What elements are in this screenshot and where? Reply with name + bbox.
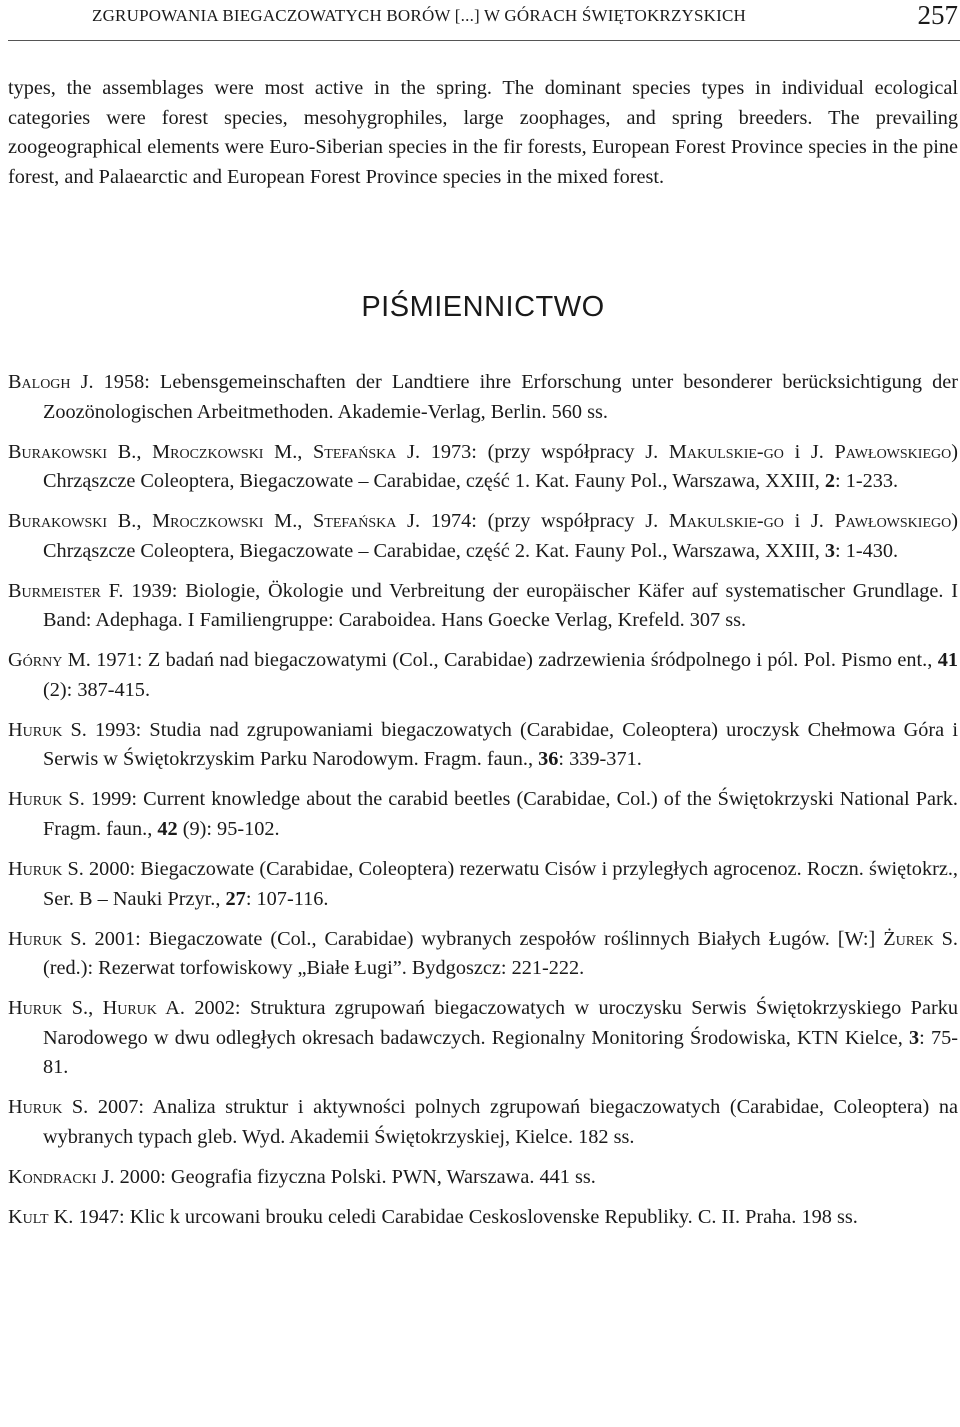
running-head: ZGRUPOWANIA BIEGACZOWATYCH BORÓW [...] W GÓRACH ŚWIĘTOKRZYSKICH bbox=[92, 6, 747, 25]
reference-text: : 1-430. bbox=[835, 539, 899, 562]
reference-text: i J. bbox=[783, 510, 835, 533]
reference-coauthor: Żurek bbox=[883, 927, 934, 950]
reference-volume: 41 bbox=[937, 649, 958, 672]
reference-text: 2001: Biegaczowate (Col., Carabidae) wybranych zespołów roślinnych Białych Ługów. [W:] bbox=[86, 927, 884, 950]
reference-text: 1971: Z badań nad biegaczowatymi (Col., Carabidae) zadrzewienia śródpolnego i pól. Pol. Pismo ent., bbox=[90, 649, 938, 672]
reference-text: ) Chrząszcze Coleoptera, Biegaczowate – Carabidae, część 2. Kat. Fauny Pol., Warszawa, XXIII, bbox=[43, 510, 958, 562]
reference-text: 1958: Lebensgemeinschaften der Landtiere ihre Erforschung unter besonderer berücksichtigung der Zoozönologischen Arbeitmethoden. Akademie-Verlag, Berlin. 560 ss. bbox=[43, 371, 958, 423]
reference-item bbox=[8, 577, 958, 636]
reference-coauthor: Pawłowskiego bbox=[834, 440, 952, 463]
reference-volume: 36 bbox=[538, 748, 559, 771]
reference-text: 1993: Studia nad zgrupowaniami biegaczowatych (Carabidae, Coleoptera) uroczysk Chełmowa Góra i Serwis w Świętokrzyskim Parku Narodowym. Fragm. faun., bbox=[43, 718, 958, 771]
reference-text: 1973: (przy współpracy J. bbox=[420, 440, 669, 463]
reference-text: : 75-81. bbox=[43, 1026, 958, 1079]
reference-list bbox=[8, 368, 958, 1243]
page-number: 257 bbox=[917, 0, 958, 30]
reference-volume: 3 bbox=[909, 1026, 920, 1049]
reference-item bbox=[8, 994, 958, 1083]
reference-text: 1939: Biologie, Ökologie und Verbreitung der europäischer Käfer auf systematischer Grundlage. I Band: Adephaga. I Familiengruppe: Caraboidea. Hans Goecke Verlag, Krefeld. 307 ss. bbox=[43, 579, 959, 632]
reference-authors: Huruk S. bbox=[8, 858, 84, 881]
reference-text: : 339-371. bbox=[558, 748, 642, 771]
reference-authors: Huruk S. bbox=[8, 1096, 89, 1119]
page-header bbox=[8, 0, 960, 41]
reference-item bbox=[8, 646, 958, 705]
reference-coauthor: Pawłowskiego bbox=[834, 510, 952, 533]
reference-authors: Huruk S. bbox=[8, 927, 87, 950]
reference-authors: Górny M. bbox=[8, 649, 91, 672]
reference-item bbox=[8, 925, 958, 984]
reference-text: (2): 387-415. bbox=[43, 678, 151, 701]
reference-authors: Burakowski B., Mroczkowski M., Stefańska J. bbox=[8, 510, 421, 533]
reference-text: 2000: Biegaczowate (Carabidae, Coleoptera) rezerwatu Cisów i przyległych agrocenoz. Roczn. świętokrz., Ser. B – Nauki Przyr., bbox=[43, 858, 958, 910]
reference-item bbox=[8, 1203, 958, 1233]
reference-text: i J. bbox=[783, 440, 835, 463]
reference-coauthor: Makulskie-go bbox=[668, 440, 784, 463]
reference-authors: Huruk S. bbox=[8, 788, 85, 811]
reference-item bbox=[8, 716, 958, 775]
reference-volume: 27 bbox=[225, 887, 246, 910]
reference-item bbox=[8, 1163, 958, 1193]
reference-item bbox=[8, 1093, 958, 1152]
reference-authors: Kult K. bbox=[8, 1205, 74, 1228]
abstract-paragraph: types, the assemblages were most active in the spring. The dominant species types in individual ecological categories were forest species, mesohygrophiles, large zoophages, and spring breeders. The prevailing zoogeographical elements were Euro-Siberian species in the fir forests, European Forest Province species in the pine forest, and Palaearctic and European Forest Province species in the mixed forest. bbox=[8, 77, 958, 188]
reference-authors: Burmeister F. bbox=[8, 579, 124, 602]
reference-item bbox=[8, 507, 958, 566]
reference-authors: Kondracki J. bbox=[8, 1165, 115, 1188]
reference-item bbox=[8, 785, 958, 844]
reference-volume: 3 bbox=[824, 539, 836, 562]
reference-volume: 2 bbox=[824, 470, 836, 493]
reference-item bbox=[8, 438, 958, 497]
reference-authors: Balogh J. bbox=[8, 371, 94, 393]
reference-text: S. (red.): Rezerwat torfowiskowy „Białe Ługi”. Bydgoszcz: 221-222. bbox=[43, 927, 958, 980]
reference-authors: Huruk S., Huruk A. bbox=[8, 997, 185, 1020]
reference-text: 2000: Geografia fizyczna Polski. PWN, Warszawa. 441 ss. bbox=[114, 1165, 596, 1188]
reference-text: ) Chrząszcze Coleoptera, Biegaczowate – Carabidae, część 1. Kat. Fauny Pol., Warszawa, XXIII, bbox=[43, 440, 958, 493]
reference-authors: Huruk S. bbox=[8, 718, 87, 741]
reference-text: (9): 95-102. bbox=[177, 818, 280, 841]
reference-authors: Burakowski B., Mroczkowski M., Stefańska J. bbox=[8, 440, 421, 463]
reference-coauthor: Makulskie-go bbox=[668, 510, 784, 533]
reference-text: : 1-233. bbox=[835, 470, 899, 493]
reference-item bbox=[8, 855, 958, 914]
reference-text: 2002: Struktura zgrupowań biegaczowatych w uroczysku Serwis Świętokrzyskiego Parku Narodowego w dwu odległych okresach badawczych. Regionalny Monitoring Środowiska, KTN Kielce, bbox=[43, 997, 958, 1049]
reference-text: 1999: Current knowledge about the carabid beetles (Carabidae, Col.) of the Świętokrzyski National Park. Fragm. faun., bbox=[43, 788, 958, 841]
reference-item bbox=[8, 368, 958, 427]
reference-text: 1947: Klic k urcowani brouku celedi Carabidae Ceskoslovenske Republiky. C. II. Praha. 198 ss. bbox=[73, 1205, 858, 1228]
reference-volume: 42 bbox=[157, 818, 178, 841]
section-title: PIŚMIENNICTWO bbox=[361, 291, 605, 323]
reference-text: 1974: (przy współpracy J. bbox=[420, 510, 669, 533]
reference-text: 2007: Analiza struktur i aktywności polnych zgrupowań biegaczowatych (Carabidae, Coleoptera) na wybranych typach gleb. Wyd. Akademii Świętokrzyskiej, Kielce. 182 ss. bbox=[43, 1096, 958, 1148]
reference-text: : 107-116. bbox=[245, 887, 329, 910]
